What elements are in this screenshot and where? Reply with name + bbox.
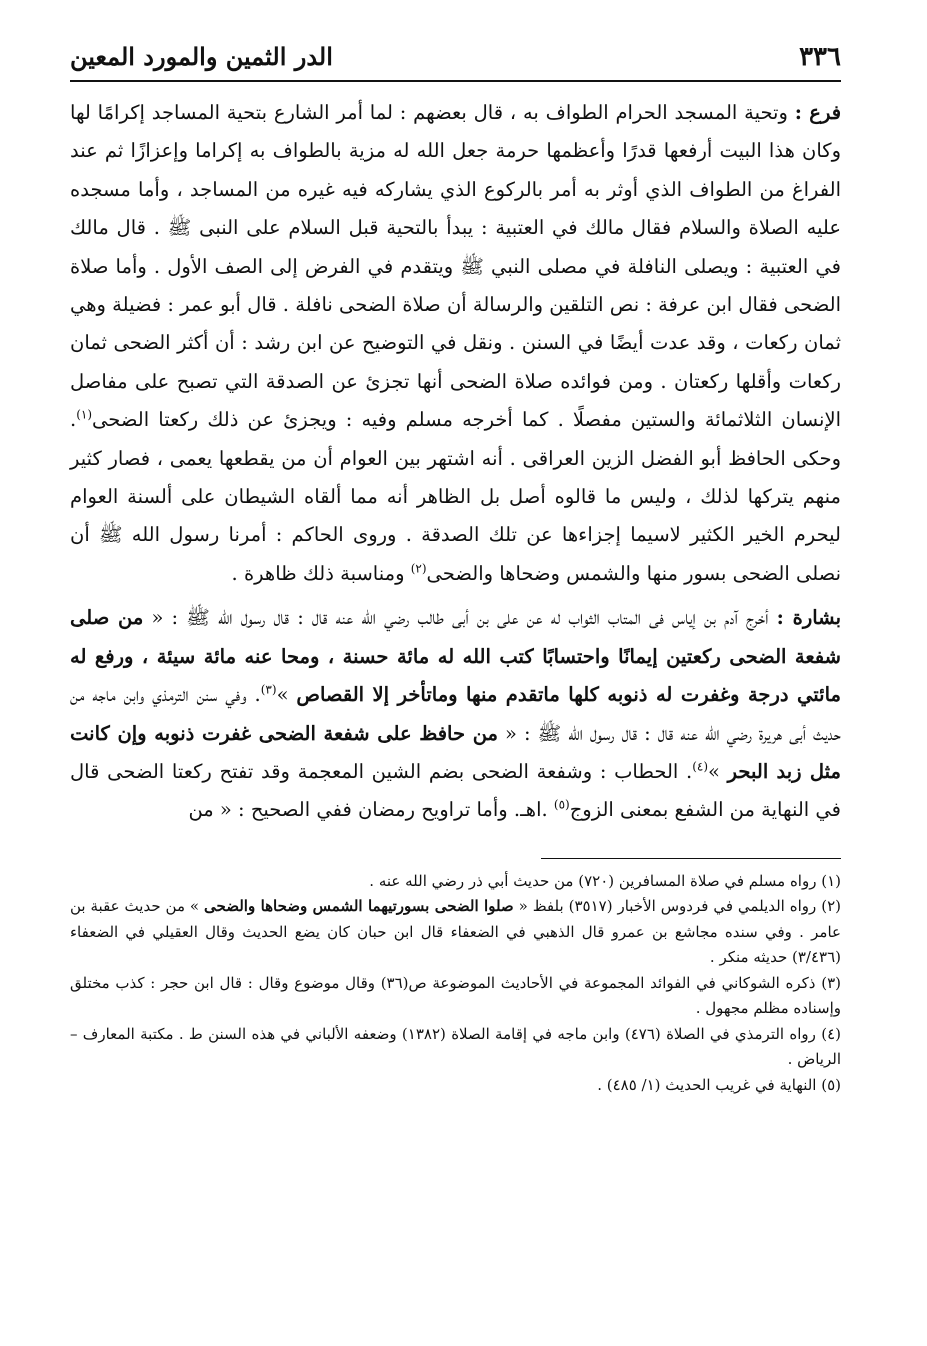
paragraph-lead-bishara: بشارة : xyxy=(776,606,841,630)
page-header xyxy=(70,38,841,82)
hadith-quote: من حافظ على شفعة الضحى غفرت ذنوبه وإن كانت مثل زبد البحر xyxy=(70,721,841,783)
footnote-text: » من حديث عقبة بن عامر . وفي سنده مجاشع بن عمرو قال الذهبي في الضعفاء قال ابن حبان كان يضع الحديث وقال العقيلي في الضعفاء (٣/٤٣٦) حديثه منكر . xyxy=(70,897,841,967)
paragraph-bishara xyxy=(70,599,841,829)
footnote-divider xyxy=(541,858,841,859)
book-page xyxy=(70,38,841,1316)
footnote-ref-4: (٤) xyxy=(692,759,709,774)
footnote-4: (٤) رواه الترمذي في الصلاة (٤٧٦) وابن ماجه في إقامة الصلاة (١٣٨٢) وضعفه الألباني في هذه السنن ط . مكتبة المعارف – الرياض . xyxy=(70,1024,842,1069)
paragraph-text: . وفي سنن الترمذي وابن ماجه من حديث أبى هريرة رضي الله عنه قال : قال رسول الله ﷺ : « xyxy=(70,683,841,745)
footnote-2 xyxy=(70,894,841,971)
paragraph-text: » xyxy=(708,759,728,783)
footnote-text: (٢) رواه الديلمي في فردوس الأخبار (٣٥١٧) بلفظ « xyxy=(513,897,841,916)
hadith-quote: من صلى شفعة الضحى ركعتين إيمانًا واحتسابًا كتب الله له مائة حسنة ، ومحا عنه مائة سيئة ، ورفع له مائتي درجة وغفرت له ذنوبه كلها ماتقدم منها وماتأخر إلا القصاص xyxy=(70,606,841,707)
paragraph-text: أخرج آدم بن إياس فى المتاب الثواب له عن على بن أبى طالب رضي الله عنه قال : قال رسول الله ﷺ : « xyxy=(143,606,777,630)
footnote-5: (٥) النهاية في غريب الحديث (١/ ٤٨٥) . xyxy=(597,1075,841,1094)
paragraph-text: وتحية المسجد الحرام الطواف به ، قال بعضهم : لما أمر الشارع بتحية المساجد إكرامًا لها وكان هذا البيت أرفعها قدرًا وأعظمها حرمة جعل الله له مزية بالطواف به إكراما وإعزازًا ثم عند الفراغ من الطواف الذي أوثر به أمر بالركوع الذي يشاركه فيه غيره من المساجد ، وأما مسجده عليه الصلاة والسلام فقال مالك في العتبية : يبدأ بالتحية قبل السلام على النبى ﷺ . قال مالك في العتبية : ويصلى النافلة في مصلى النبي ﷺ ويتقدم في الفرض إلى الصف الأول . وأما صلاة الضحى فقال ابن عرفة : نص التلقين والرسالة أن صلاة الضحى نافلة . قال أبو عمر : فضيلة وهي ثمان ركعات ، وقد عدت أيضًا في السنن . ونقل في التوضيح عن ابن رشد : أن أكثر الضحى ثمان ركعات وأقلها ركعتان . ومن فوائده صلاة الضحى أنها تجزئ عن الصدقة التي تصبح على مفاصل الإنسان الثلاثمائة والستين مفصلًا . كما أخرجه مسلم وفيه : ويجزئ عن ذلك ركعتا الضحى xyxy=(70,101,841,432)
footnote-ref-5: (٥) xyxy=(553,797,570,812)
footnote-3: (٣) ذكره الشوكاني في الفوائد المجموعة في الأحاديث الموضوعة ص(٣٦) وقال موضوع وقال : قال ابن حجر : كذب مختلق وإسناده مظلم مجهول . xyxy=(70,973,841,1018)
paragraph-text: . وحكى الحافظ أبو الفضل الزين العراقى . أنه اشتهر بين العوام أن من يقطعها يعمى ، فصار كثير منهم يتركها لذلك ، وليس ما قالوه أصل بل الظاهر أنه مما ألقاه الشيطان على ألسنة العوام ليحرم الخير الكثير لاسيما إجزاءها عن تلك الصدقة . وروى الحاكم : أمرنا رسول الله ﷺ أن نصلى الضحى بسور منها والشمس وضحاها والضحى xyxy=(70,408,841,585)
running-title: الدر الثمين والمورد المعين xyxy=(70,42,333,71)
paragraph-text: . الحطاب : وشفعة الضحى بضم الشين المعجمة وقد تفتح ركعتا الضحى قال في النهاية من الشفع بمعنى الزوج xyxy=(70,759,841,822)
footnote-1: (١) رواه مسلم في صلاة المسافرين (٧٢٠) من حديث أبي ذر رضي الله عنه . xyxy=(369,871,841,890)
paragraph-text: ومناسبة ذلك ظاهرة . xyxy=(231,561,411,585)
paragraph-lead-far: فرع : xyxy=(794,101,842,124)
paragraph-far xyxy=(70,94,841,593)
footnote-ref-1: (١) xyxy=(76,407,93,422)
footnotes xyxy=(70,869,841,1099)
paragraph-text: » xyxy=(276,683,297,707)
main-text xyxy=(70,94,841,830)
page-number: ٣٣٦ xyxy=(799,42,841,72)
paragraph-text: .اهـ. وأما تراويح رمضان ففي الصحيح : « من xyxy=(188,798,554,822)
footnote-ref-3: (٣) xyxy=(260,682,277,697)
footnote-ref-2: (٢) xyxy=(410,561,427,576)
footnote-quote: صلوا الضحى بسورتيهما الشمس وضحاها والضحى xyxy=(204,897,514,916)
